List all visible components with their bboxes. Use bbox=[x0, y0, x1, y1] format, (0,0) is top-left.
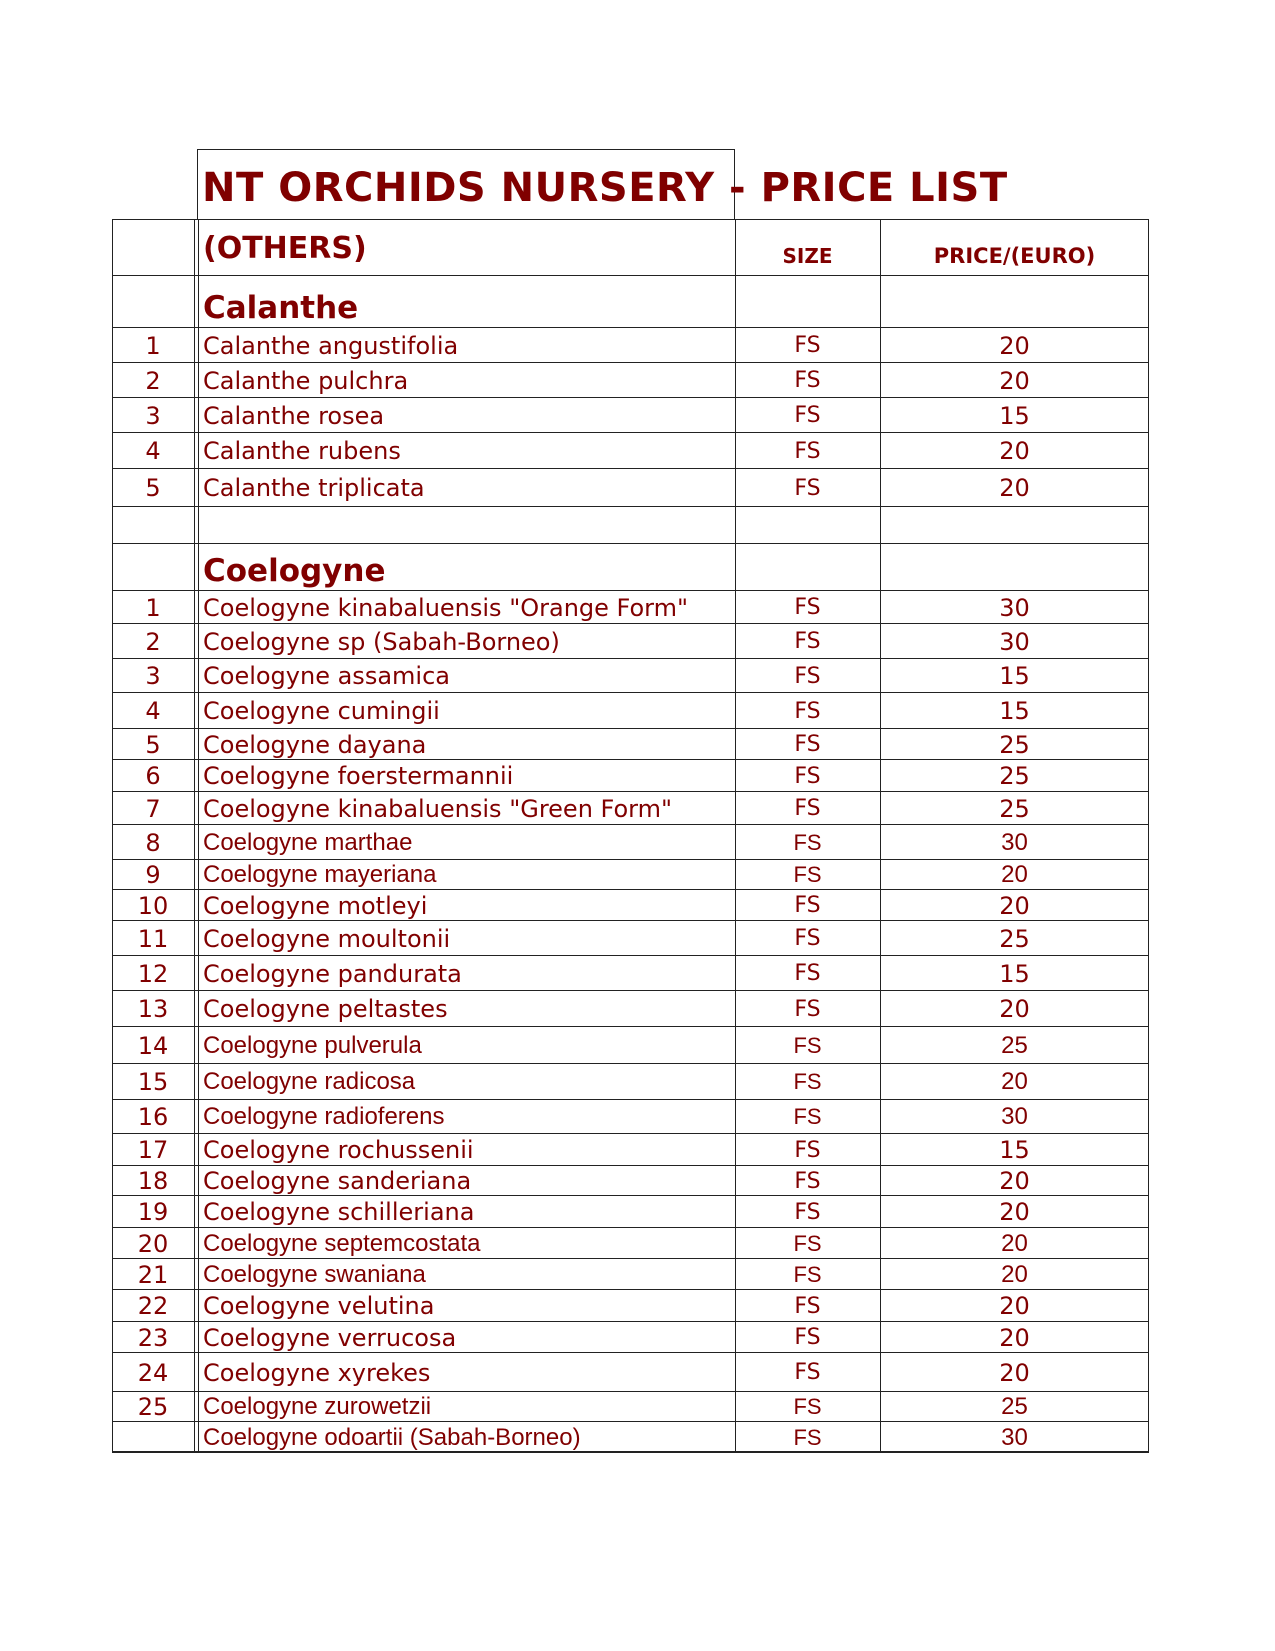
item-price: 20 bbox=[999, 366, 1030, 395]
item-number: 22 bbox=[137, 1292, 169, 1320]
item-number: 20 bbox=[137, 1229, 169, 1258]
item-name: Coelogyne radicosa bbox=[203, 1068, 416, 1095]
item-size: FS bbox=[794, 1168, 821, 1194]
item-price: 15 bbox=[999, 1136, 1030, 1164]
item-size: FS bbox=[794, 796, 821, 821]
item-number: 23 bbox=[137, 1323, 169, 1352]
item-number: 3 bbox=[145, 662, 161, 690]
item-price: 30 bbox=[1001, 1424, 1028, 1451]
item-number: 15 bbox=[137, 1068, 169, 1096]
item-size: FS bbox=[794, 368, 821, 393]
item-name: Coelogyne septemcostata bbox=[203, 1229, 481, 1257]
item-number: 21 bbox=[137, 1260, 169, 1289]
item-number: 18 bbox=[137, 1167, 169, 1195]
item-number: 9 bbox=[145, 861, 161, 889]
item-name: Coelogyne kinabaluensis "Orange Form" bbox=[203, 593, 689, 622]
item-number: 5 bbox=[145, 730, 161, 759]
item-size: FS bbox=[794, 1293, 821, 1319]
item-name: Coelogyne assamica bbox=[203, 662, 450, 690]
item-price: 20 bbox=[999, 331, 1030, 360]
price-header: PRICE/(EURO) bbox=[933, 244, 1096, 268]
page-title: NT ORCHIDS NURSERY - PRICE LIST bbox=[202, 165, 1008, 211]
item-price: 20 bbox=[999, 437, 1030, 465]
item-name: Calanthe pulchra bbox=[203, 366, 409, 395]
item-name: Coelogyne swaniana bbox=[203, 1260, 426, 1288]
item-size: FS bbox=[793, 1261, 822, 1287]
size-header: SIZE bbox=[782, 244, 833, 268]
item-price: 25 bbox=[999, 794, 1030, 823]
section-title: Calanthe bbox=[203, 290, 359, 326]
item-price: 20 bbox=[999, 1358, 1030, 1387]
section-title: Coelogyne bbox=[203, 553, 386, 589]
item-price: 15 bbox=[999, 662, 1030, 690]
item-size: FS bbox=[794, 403, 821, 428]
item-number: 12 bbox=[137, 959, 169, 988]
item-name: Coelogyne motleyi bbox=[203, 891, 428, 920]
item-name: Coelogyne foerstermannii bbox=[203, 762, 514, 790]
item-name: Calanthe angustifolia bbox=[203, 331, 459, 360]
item-size: FS bbox=[794, 629, 821, 654]
item-name: Coelogyne odoartii (Sabah-Borneo) bbox=[203, 1424, 581, 1451]
item-name: Coelogyne verrucosa bbox=[203, 1323, 457, 1352]
item-name: Coelogyne mayeriana bbox=[203, 861, 437, 888]
item-size: FS bbox=[794, 438, 821, 464]
item-number: 2 bbox=[145, 627, 161, 656]
item-number: 3 bbox=[145, 401, 161, 430]
item-name: Coelogyne rochussenii bbox=[203, 1136, 474, 1164]
item-name: Coelogyne pulverula bbox=[203, 1031, 422, 1059]
table-frame bbox=[112, 219, 1149, 1453]
item-name: Coelogyne radioferens bbox=[203, 1103, 445, 1130]
item-price: 30 bbox=[1001, 828, 1028, 856]
item-number: 13 bbox=[137, 995, 169, 1023]
item-size: FS bbox=[794, 475, 821, 501]
item-price: 15 bbox=[999, 401, 1030, 430]
item-name: Coelogyne schilleriana bbox=[203, 1198, 475, 1226]
item-price: 20 bbox=[999, 1167, 1030, 1195]
item-price: 20 bbox=[999, 891, 1030, 920]
item-size: FS bbox=[793, 1425, 822, 1450]
item-size: FS bbox=[794, 333, 821, 358]
item-name: Coelogyne velutina bbox=[203, 1292, 435, 1320]
item-size: FS bbox=[794, 893, 821, 918]
item-number: 10 bbox=[137, 891, 169, 920]
item-number: 4 bbox=[145, 697, 161, 725]
item-size: FS bbox=[793, 829, 822, 855]
item-price: 30 bbox=[999, 627, 1030, 656]
category-header: (OTHERS) bbox=[203, 230, 367, 266]
item-price: 20 bbox=[999, 1323, 1030, 1352]
item-name: Coelogyne kinabaluensis "Green Form" bbox=[203, 794, 673, 823]
item-number: 1 bbox=[145, 331, 161, 360]
item-number: 4 bbox=[145, 437, 161, 465]
item-price: 20 bbox=[999, 1198, 1030, 1226]
item-number: 14 bbox=[137, 1031, 169, 1060]
item-price: 20 bbox=[1001, 861, 1028, 888]
item-name: Coelogyne marthae bbox=[203, 828, 413, 856]
item-name: Calanthe rubens bbox=[203, 437, 401, 465]
item-price: 20 bbox=[1001, 1229, 1028, 1257]
item-size: FS bbox=[793, 1032, 822, 1058]
item-price: 25 bbox=[1001, 1031, 1028, 1059]
item-size: FS bbox=[794, 926, 821, 951]
item-name: Coelogyne pandurata bbox=[203, 959, 462, 988]
item-price: 20 bbox=[1001, 1260, 1028, 1288]
item-name: Calanthe triplicata bbox=[203, 474, 425, 502]
item-name: Coelogyne peltastes bbox=[203, 995, 448, 1023]
item-size: FS bbox=[794, 663, 821, 689]
item-price: 15 bbox=[999, 697, 1030, 725]
item-number: 1 bbox=[145, 593, 161, 622]
item-name: Calanthe rosea bbox=[203, 401, 385, 430]
item-price: 20 bbox=[999, 995, 1030, 1023]
item-name: Coelogyne moultonii bbox=[203, 924, 451, 953]
item-size: FS bbox=[794, 732, 821, 757]
item-number: 5 bbox=[145, 474, 161, 502]
item-number: 24 bbox=[137, 1358, 169, 1387]
item-size: FS bbox=[794, 763, 821, 789]
item-price: 20 bbox=[1001, 1068, 1028, 1095]
item-name: Coelogyne dayana bbox=[203, 730, 427, 759]
item-name: Coelogyne sp (Sabah-Borneo) bbox=[203, 627, 560, 656]
item-number: 11 bbox=[137, 924, 169, 953]
item-name: Coelogyne sanderiana bbox=[203, 1167, 472, 1195]
item-number: 7 bbox=[145, 794, 161, 823]
item-price: 25 bbox=[999, 730, 1030, 759]
item-number: 25 bbox=[137, 1393, 169, 1421]
item-size: FS bbox=[794, 1199, 821, 1225]
item-name: Coelogyne zurowetzii bbox=[203, 1393, 432, 1420]
price-table bbox=[112, 219, 1149, 1453]
item-price: 30 bbox=[999, 593, 1030, 622]
item-price: 15 bbox=[999, 959, 1030, 988]
item-number: 2 bbox=[145, 366, 161, 395]
item-size: FS bbox=[794, 595, 821, 620]
item-size: FS bbox=[794, 961, 821, 986]
item-size: FS bbox=[793, 1069, 822, 1094]
item-price: 30 bbox=[1001, 1103, 1028, 1130]
item-price: 20 bbox=[999, 474, 1030, 502]
item-price: 25 bbox=[999, 924, 1030, 953]
item-name: Coelogyne cumingii bbox=[203, 697, 440, 725]
item-number: 17 bbox=[137, 1136, 169, 1164]
item-number: 6 bbox=[145, 762, 161, 790]
item-number: 8 bbox=[145, 828, 161, 857]
item-size: FS bbox=[794, 1325, 821, 1350]
item-size: FS bbox=[793, 1230, 822, 1256]
item-price: 20 bbox=[999, 1292, 1030, 1320]
item-size: FS bbox=[794, 1137, 821, 1163]
item-size: FS bbox=[793, 1104, 822, 1129]
item-size: FS bbox=[794, 996, 821, 1022]
item-size: FS bbox=[794, 1360, 821, 1385]
item-price: 25 bbox=[1001, 1393, 1028, 1420]
item-price: 25 bbox=[999, 762, 1030, 790]
item-number: 16 bbox=[137, 1103, 169, 1131]
item-size: FS bbox=[793, 862, 822, 887]
item-size: FS bbox=[794, 698, 821, 724]
item-name: Coelogyne xyrekes bbox=[203, 1358, 431, 1387]
item-size: FS bbox=[793, 1394, 822, 1419]
item-number: 19 bbox=[137, 1198, 169, 1226]
